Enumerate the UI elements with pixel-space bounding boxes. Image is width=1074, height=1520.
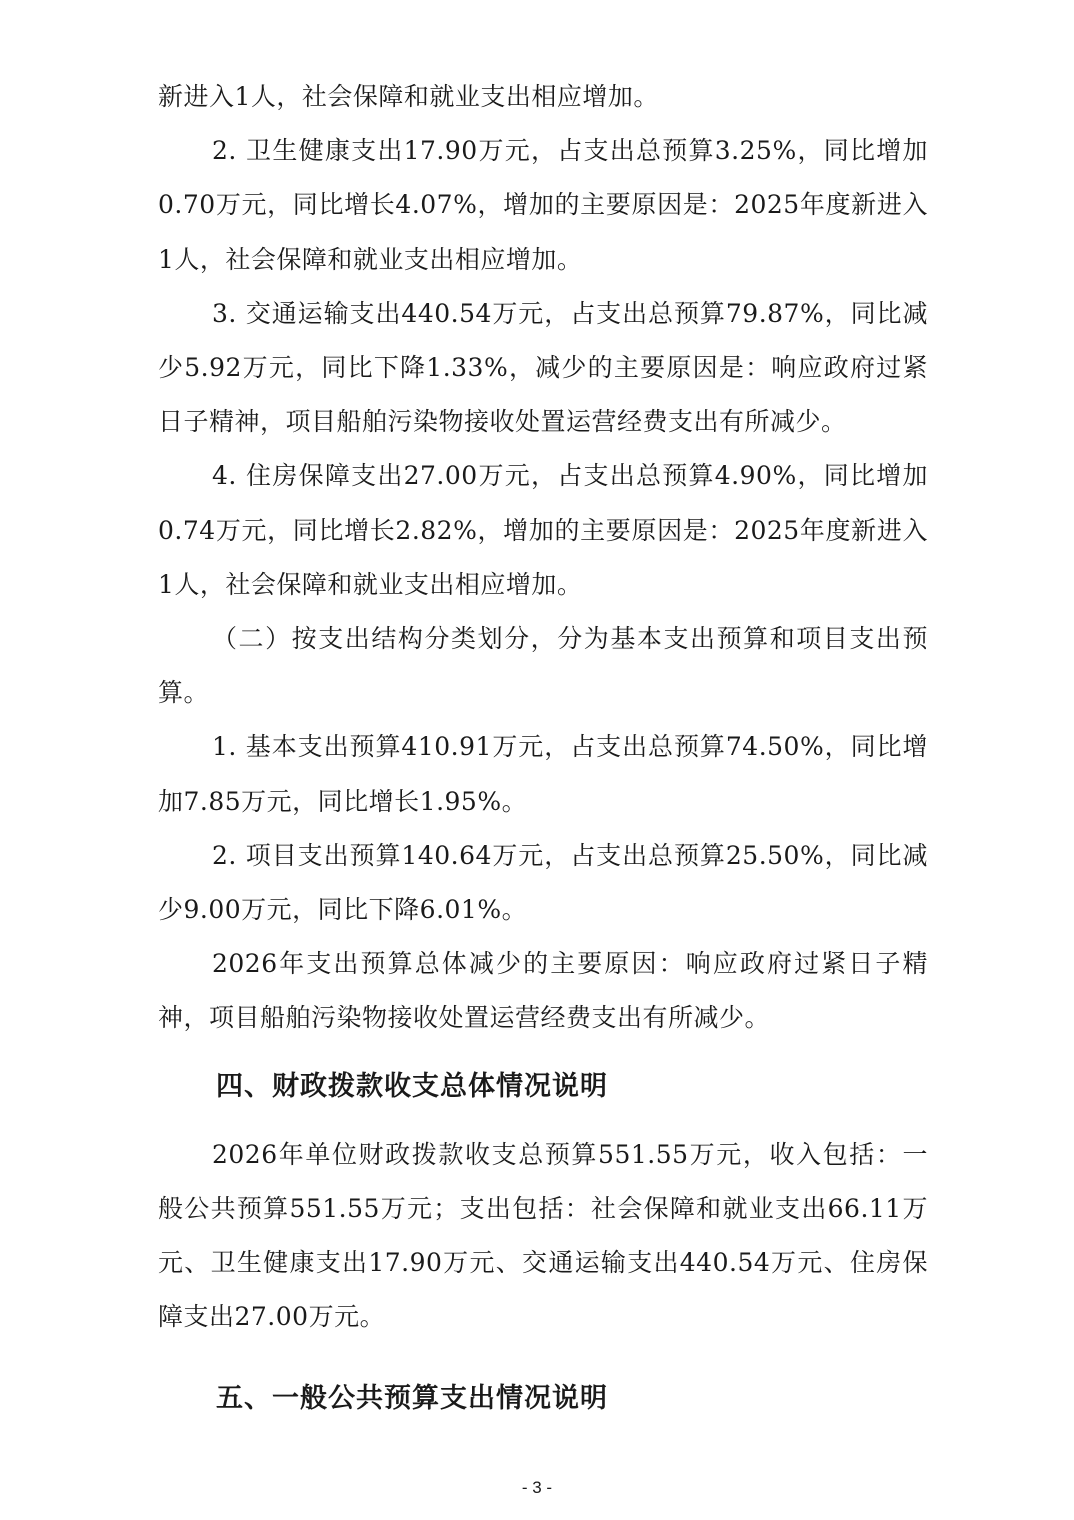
paragraph-health-expenditure: 2. 卫生健康支出17.90万元，占支出总预算3.25%，同比增加0.70万元，同比增长4.07%，增加的主要原因是：2025年度新进入1人，社会保障和就业支出相应增加。 (158, 136, 928, 274)
section-heading-4: 四、财政拨款收支总体情况说明 (216, 1070, 608, 1102)
paragraph-continuation: 新进入1人，社会保障和就业支出相应增加。 (158, 82, 659, 111)
paragraph-project-expenditure: 2. 项目支出预算140.64万元，占支出总预算25.50%，同比减少9.00万元，同比下降6.01%。 (158, 840, 928, 925)
paragraph-transport-expenditure: 3. 交通运输支出440.54万元，占支出总预算79.87%，同比减少5.92万元，同比下降1.33%，减少的主要原因是：响应政府过紧日子精神，项目船舶污染物接收处置运营经费支出有所减少。 (158, 298, 928, 437)
paragraph-housing-expenditure: 4. 住房保障支出27.00万元，占支出总预算4.90%，同比增加0.74万元，同比增长2.82%，增加的主要原因是：2025年度新进入1人，社会保障和就业支出相应增加。 (158, 461, 928, 599)
paragraph-basic-expenditure: 1. 基本支出预算410.91万元，占支出总预算74.50%，同比增加7.85万元，同比增长1.95%。 (158, 732, 928, 816)
section-heading-5: 五、一般公共预算支出情况说明 (216, 1383, 608, 1415)
paragraph-structure-classification: （二）按支出结构分类划分，分为基本支出预算和项目支出预算。 (158, 624, 928, 708)
page-number: - 3 - (521, 1478, 553, 1497)
paragraph-decrease-reason: 2026年支出预算总体减少的主要原因：响应政府过紧日子精神，项目船舶污染物接收处置运营经费支出有所减少。 (158, 949, 928, 1033)
document-body (158, 70, 928, 1419)
paragraph-fiscal-overview: 2026年单位财政拨款收支总预算551.55万元，收入包括：一般公共预算551.55万元；支出包括：社会保障和就业支出66.11万元、卫生健康支出17.90万元、交通运输支出440.54万元、住房保障支出27.00万元。 (158, 1139, 928, 1332)
